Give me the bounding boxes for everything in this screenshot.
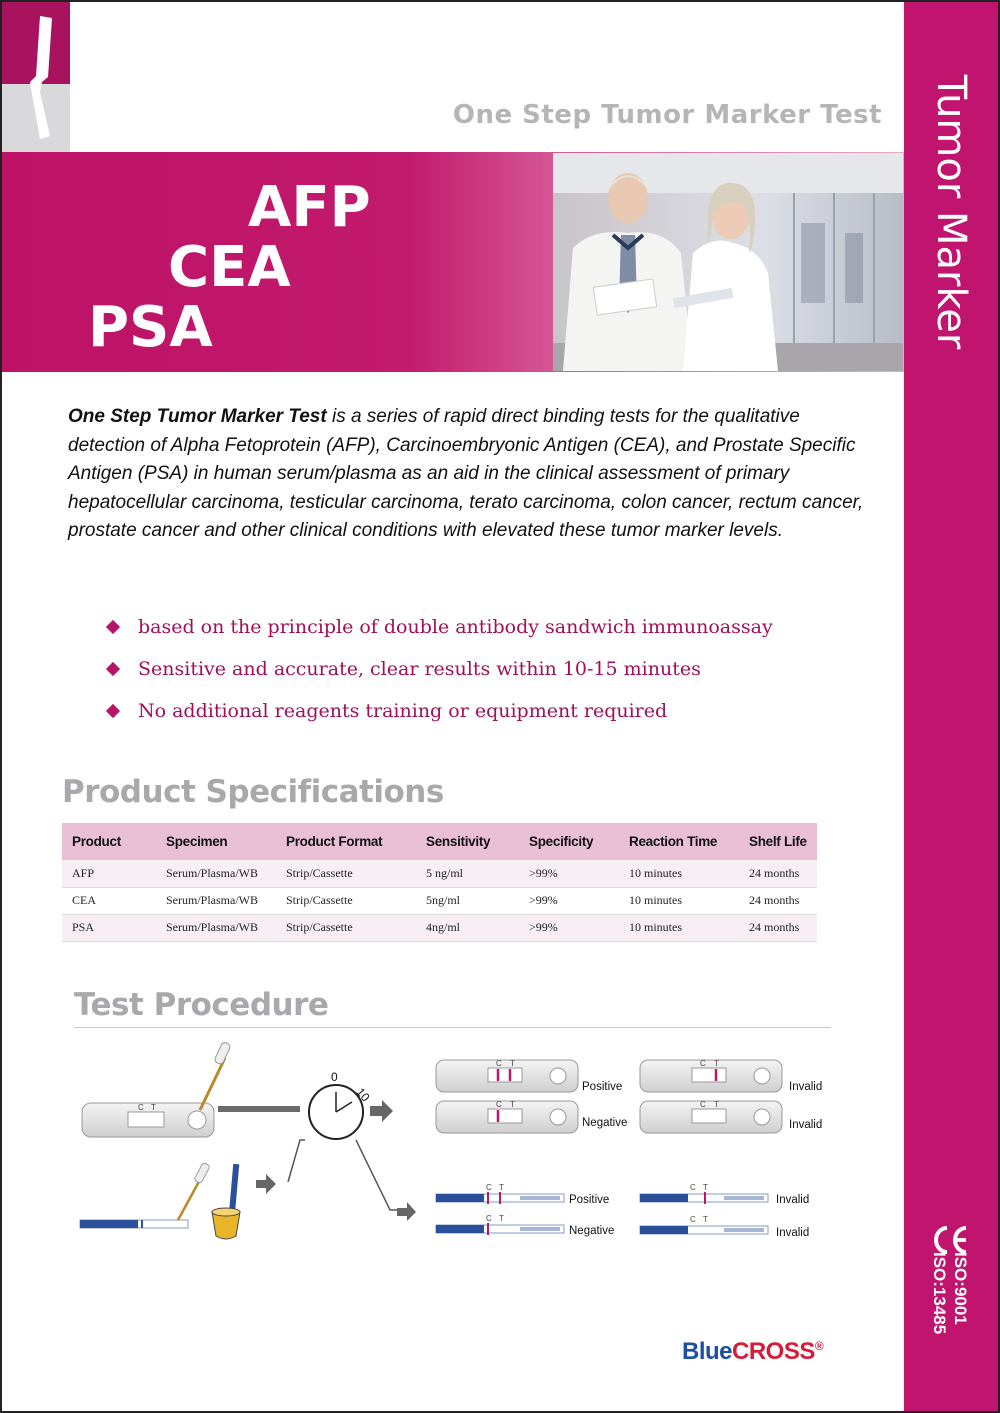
diamond-bullet-icon [106,620,120,634]
procedure-heading: Test Procedure [74,987,329,1023]
test-label: T [703,1183,708,1192]
brand-logo [682,1338,823,1366]
control-label: C [486,1214,492,1223]
feature-item [104,654,864,696]
control-label: C [690,1215,696,1224]
result-negative: Negative [582,1117,628,1129]
diamond-bullet-icon [106,704,120,718]
diamond-bullet-icon [106,662,120,676]
table-cell: 5ng/ml [416,887,519,914]
table-cell: >99% [519,887,619,914]
result-invalid: Invalid [789,1119,823,1131]
strip-result-invalid: Invalid [776,1227,810,1239]
table-row [62,914,817,941]
arrow-icon [370,1100,393,1122]
table-cell: Serum/Plasma/WB [156,887,276,914]
column-header: Reaction Time [619,823,739,860]
table-cell: 10 minutes [619,860,739,887]
test-label: T [499,1183,504,1192]
iso-13485: ISO:13485 [930,1252,949,1335]
test-label: T [510,1059,515,1068]
table-cell: AFP [62,860,156,887]
table-row [62,887,817,914]
iso-certifications [925,1252,971,1392]
clock-start: 0 [331,1070,338,1084]
registered-mark: ® [814,1339,824,1353]
cassette-negative [436,1100,578,1133]
marker-psa: PSA [88,295,213,360]
test-label: T [499,1214,504,1223]
strip-invalid [640,1215,768,1234]
brand-part-blue: Blue [682,1338,733,1365]
strip-result-invalid: Invalid [776,1194,810,1206]
table-cell: 5 ng/ml [416,860,519,887]
test-label: T [714,1059,719,1068]
test-label: T [510,1100,515,1109]
cassette-positive [436,1059,578,1092]
feature-item [104,696,864,738]
control-label: C [496,1059,502,1068]
pipette-icon [178,1162,210,1220]
table-cell: >99% [519,860,619,887]
table-cell: Strip/Cassette [276,887,416,914]
test-label: T [703,1215,708,1224]
table-cell: PSA [62,914,156,941]
column-header: Specificity [519,823,619,860]
sample-strip [80,1220,188,1228]
intro-paragraph [68,403,878,546]
iso-9001: ISO:9001 [951,1252,970,1325]
dropper-icon [200,1041,231,1110]
marker-cea: CEA [168,235,291,300]
arrow-icon [397,1202,416,1221]
column-header: Sensitivity [416,823,519,860]
procedure-diagram [60,1040,860,1260]
strip-invalid [640,1183,768,1204]
feature-text: No additional reagents training or equipment required [138,700,668,722]
clock-end: 10 [353,1085,373,1105]
column-header: Shelf Life [739,823,817,860]
intro-lead: One Step Tumor Marker Test [68,406,327,427]
feature-list [104,612,864,738]
page-title: One Step Tumor Marker Test [452,100,882,130]
clock-icon [309,1070,373,1139]
test-label: T [714,1100,719,1109]
strip-result-positive: Positive [569,1194,610,1206]
feature-text: based on the principle of double antibody sandwich immunoassay [138,616,773,638]
control-label: C [700,1100,706,1109]
cassette-invalid [640,1100,782,1133]
table-cell: >99% [519,914,619,941]
table-cell: 24 months [739,914,817,941]
table-cell: 10 minutes [619,914,739,941]
table-cell: Strip/Cassette [276,914,416,941]
brand-part-cross: CROSS [732,1338,815,1365]
table-cell: Serum/Plasma/WB [156,914,276,941]
specifications-table [62,823,817,942]
sidebar-title: Tumor Marker [928,74,974,350]
strip-result-negative: Negative [569,1225,615,1237]
table-cell: 4ng/ml [416,914,519,941]
cassette-invalid [640,1059,782,1092]
connector-line [288,1140,305,1182]
marker-afp: AFP [248,175,371,240]
table-row [62,860,817,887]
logo-shape [2,2,70,152]
table-cell: Serum/Plasma/WB [156,860,276,887]
intro-body: is a series of rapid direct binding tests for the qualitative detection of Alpha Fetoprotein (AFP), Carcinoembryonic Antigen (CEA), and Prostate Specific Antigen (PSA) in human serum/plasma as an aid in the clinical assessment of primary hepatocellular carcinoma, testicular carcinoma, terato carcinoma, colon cancer, rectum cancer, prostate cancer and other clinical conditions with elevated these tumor marker levels. [68,406,864,541]
column-header: Product Format [276,823,416,860]
column-header: Specimen [156,823,276,860]
feature-item [104,612,864,654]
sample-cassette [82,1103,214,1137]
table-cell: CEA [62,887,156,914]
corner-logo [2,2,70,152]
doctors-photo [553,153,903,371]
table-cell: Strip/Cassette [276,860,416,887]
strip-positive [436,1183,564,1204]
result-invalid: Invalid [789,1081,823,1093]
arrow-icon [256,1174,276,1194]
urine-cup-icon [212,1164,240,1239]
table-cell: 10 minutes [619,887,739,914]
control-label: C [496,1100,502,1109]
table-header-row [62,823,817,860]
table-cell: 24 months [739,887,817,914]
control-label: C [690,1183,696,1192]
column-header: Product [62,823,156,860]
control-label: C [486,1183,492,1192]
specifications-heading: Product Specifications [62,774,444,810]
table-cell: 24 months [739,860,817,887]
connector-line [356,1140,400,1210]
feature-text: Sensitive and accurate, clear results within 10-15 minutes [138,658,701,680]
procedure-divider [74,1027,831,1028]
connector-bar [218,1106,300,1112]
result-positive: Positive [582,1081,623,1093]
test-label: T [151,1103,156,1112]
control-label: C [138,1103,144,1112]
control-label: C [700,1059,706,1068]
strip-negative [436,1214,564,1235]
